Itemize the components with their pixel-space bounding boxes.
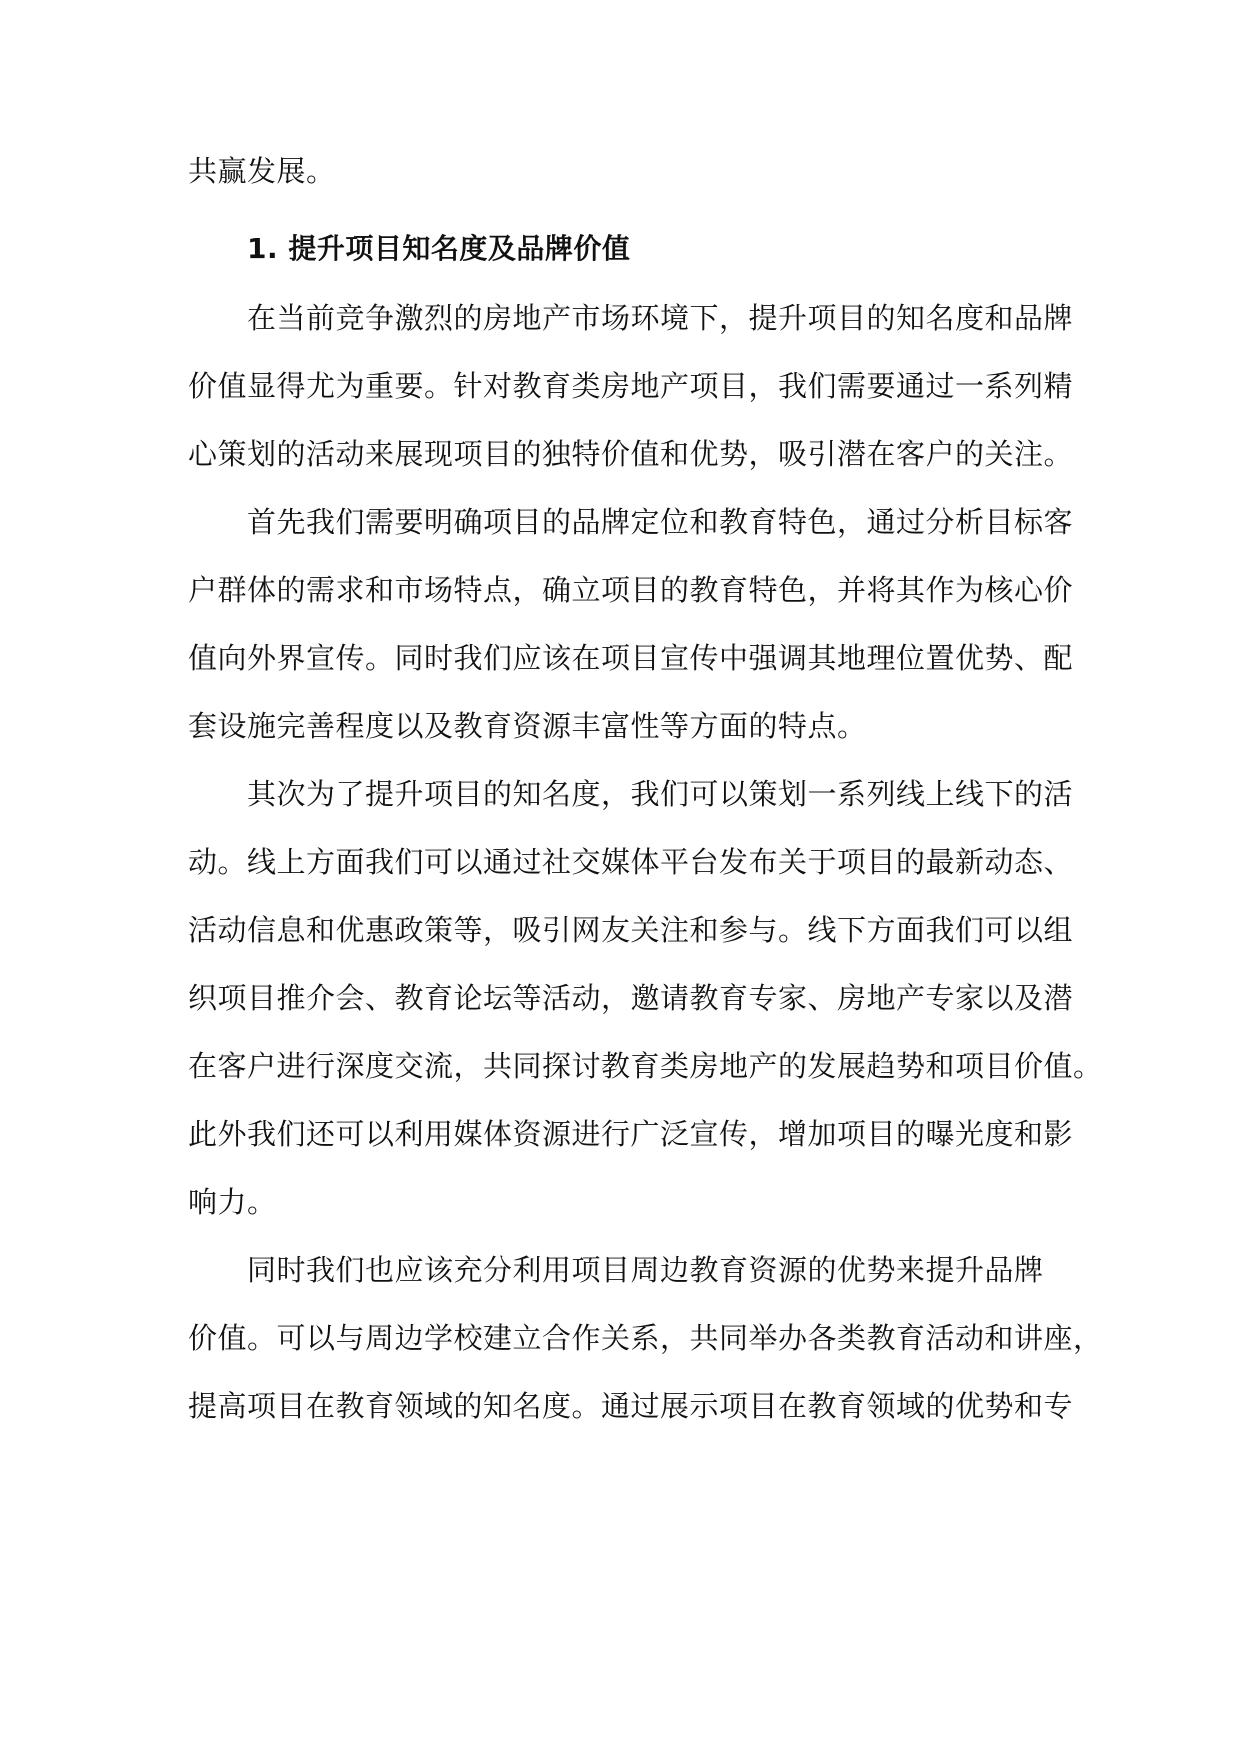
text-line-4: 心策划的活动来展现项目的独特价值和优势，吸引潜在客户的关注。: [188, 437, 1074, 471]
text-line-9: 其次为了提升项目的知名度，我们可以策划一系列线上线下的活: [247, 777, 1074, 811]
text-line-10: 动。线上方面我们可以通过社交媒体平台发布关于项目的最新动态、: [188, 845, 1074, 879]
text-line-6: 户群体的需求和市场特点，确立项目的教育特色，并将其作为核心价: [188, 573, 1074, 607]
text-line-2: 在当前竞争激烈的房地产市场环境下，提升项目的知名度和品牌: [247, 301, 1074, 335]
text-line-17: 价值。可以与周边学校建立合作关系，共同举办各类教育活动和讲座，: [188, 1321, 1103, 1355]
text-line-15: 响力。: [188, 1185, 277, 1219]
text-line-14: 此外我们还可以利用媒体资源进行广泛宣传，增加项目的曝光度和影: [188, 1117, 1074, 1151]
text-line-7: 值向外界宣传。同时我们应该在项目宣传中强调其地理位置优势、配: [188, 641, 1074, 675]
text-line-11: 活动信息和优惠政策等，吸引网友关注和参与。线下方面我们可以组: [188, 913, 1074, 947]
text-line-12: 织项目推介会、教育论坛等活动，邀请教育专家、房地产专家以及潜: [188, 981, 1074, 1015]
text-line-5: 首先我们需要明确项目的品牌定位和教育特色，通过分析目标客: [247, 505, 1074, 539]
section-heading: 1. 提升项目知名度及品牌价值: [247, 232, 631, 265]
text-line-1: 共赢发展。: [188, 154, 336, 188]
text-line-3: 价值显得尤为重要。针对教育类房地产项目，我们需要通过一系列精: [188, 369, 1074, 403]
text-line-18: 提高项目在教育领域的知名度。通过展示项目在教育领域的优势和专: [188, 1389, 1074, 1423]
text-line-8: 套设施完善程度以及教育资源丰富性等方面的特点。: [188, 709, 867, 743]
text-line-16: 同时我们也应该充分利用项目周边教育资源的优势来提升品牌: [247, 1253, 1044, 1287]
text-line-13: 在客户进行深度交流，共同探讨教育类房地产的发展趋势和项目价值。: [188, 1049, 1103, 1083]
